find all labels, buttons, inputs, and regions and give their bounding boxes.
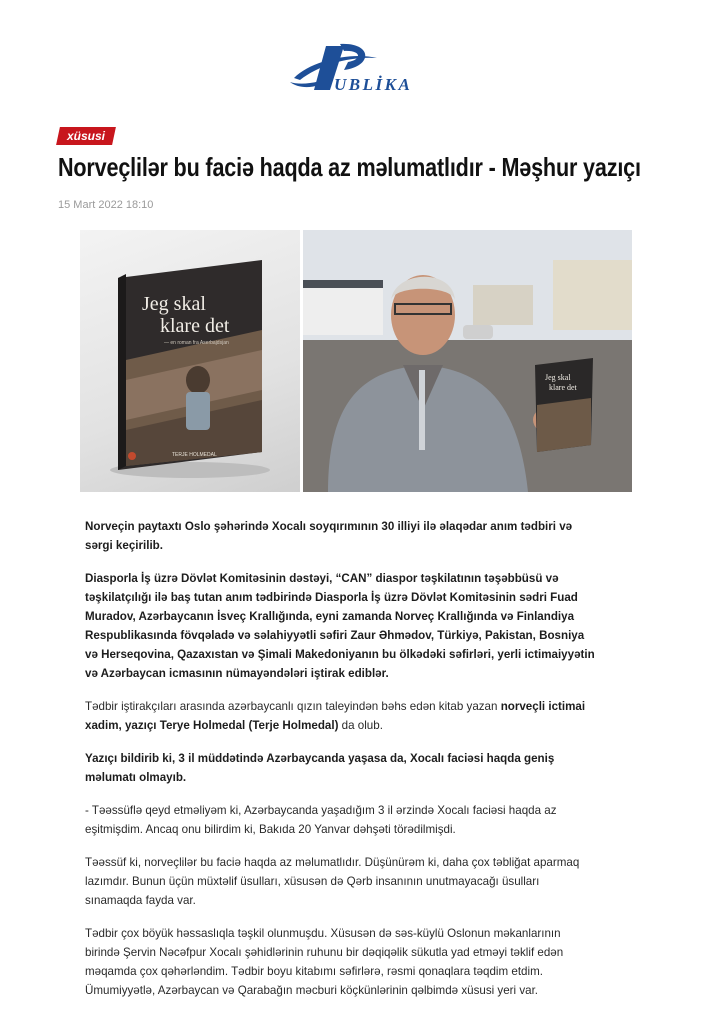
paragraph-6: Təəssüf ki, norveçlilər bu faciə haqda az məlumatlıdır. Düşünürəm ki, daha çox təbliğat aparmaq lazımdır. Bunun üçün müxtəlif üsulları, xüsusən də Qərb insanının unutmayacağı üsulları sınamaqda fayda var. (85, 856, 580, 907)
author-photo (303, 230, 632, 492)
paragraph-5: - Təəssüflə qeyd etməliyəm ki, Azərbaycanda yaşadığım 3 il ərzində Xocalı faciəsi haqda az eşitmişdim. Ancaq onu bilirdim ki, Bakıda 20 Yanvar dəhşəti törədilmişdi. (85, 804, 557, 836)
publika-logo[interactable] (282, 40, 442, 96)
article-body (85, 517, 595, 1014)
article-title: Norveçlilər bu faciə haqda az məlumatlıdır - Məşhur yazıçı (58, 152, 641, 182)
paragraph-1: Norveçin paytaxtı Oslo şəhərində Xocalı soyqırımının 30 illiyi ilə əlaqədar anım tədbiri və sərgi keçirilib. (85, 520, 573, 552)
book-title-line1: Jeg skal (142, 293, 206, 315)
article-date: 15 Mart 2022 18:10 (58, 199, 154, 211)
small-book-title-line1: Jeg skal (545, 373, 571, 382)
book-author: TERJE HOLMEDAL (172, 452, 217, 458)
category-badge-label: xüsusi (67, 129, 106, 143)
book-subtitle: — en roman fra Aserbajdsjan (164, 340, 229, 346)
paragraph-2: Diasporla İş üzrə Dövlət Komitəsinin dəstəyi, “CAN” diaspor təşkilatının təşəbbüsü və təşkilatçılığı ilə baş tutan anım tədbirində Diasporla İş üzrə Dövlət Komitəsinin sədri Fuad Muradov, Azərbaycanın İsveç Krallığında, eyni zamanda Norveç Krallığında və Finlandiya Respublikasında fövqəladə və səlahiyyətli səfiri Zaur Əhmədov, Türkiyə, Pakistan, Bosniya və Herseqovina, Qazaxıstan və Şimali Makedoniyanın bu ölkədəki səfirləri, yerli ictimaiyyətin və Azərbaycan icmasının nümayəndələri iştirak ediblər. (85, 572, 595, 680)
book-cover-photo (80, 230, 300, 492)
paragraph-3 (85, 697, 595, 735)
paragraph-4: Yazıçı bildirib ki, 3 il müddətində Azərbaycanda yaşasa da, Xocalı faciəsi haqda geniş məlumatı olmayıb. (85, 752, 555, 784)
logo-text: UBLİKA (334, 75, 413, 94)
book-title-line2: klare det (160, 315, 230, 337)
category-badge[interactable] (56, 127, 116, 145)
small-book-title-line2: klare det (549, 383, 577, 392)
paragraph-3-intro: Tədbir iştirakçıları arasında azərbaycanlı qızın taleyindən bəhs edən kitab yazan (85, 700, 501, 713)
paragraph-3-end: da olub. (338, 719, 383, 732)
paragraph-3-highlight: norveçli ictimai xadim, yazıçı Terye Holmedal (Terje Holmedal) (85, 700, 586, 732)
paragraph-7: Tədbir çox böyük həssaslıqla təşkil olunmuşdu. Xüsusən də səs-küylü Oslonun məkanlarının birində Şervin Nəcəfpur Xocalı şəhidlərinin ruhunu bir dəqiqəlik sükutla yad etməyi təklif edən məqamda çox qəhərləndim. Tədbir boyu kitabımı səfirlərə, rəsmi qonaqlara təqdim etdim. Ümumiyyətlə, Azərbaycan və Qarabağın məcburi köçkünlərinin qəlbimdə xüsusi yeri var. (85, 927, 564, 997)
